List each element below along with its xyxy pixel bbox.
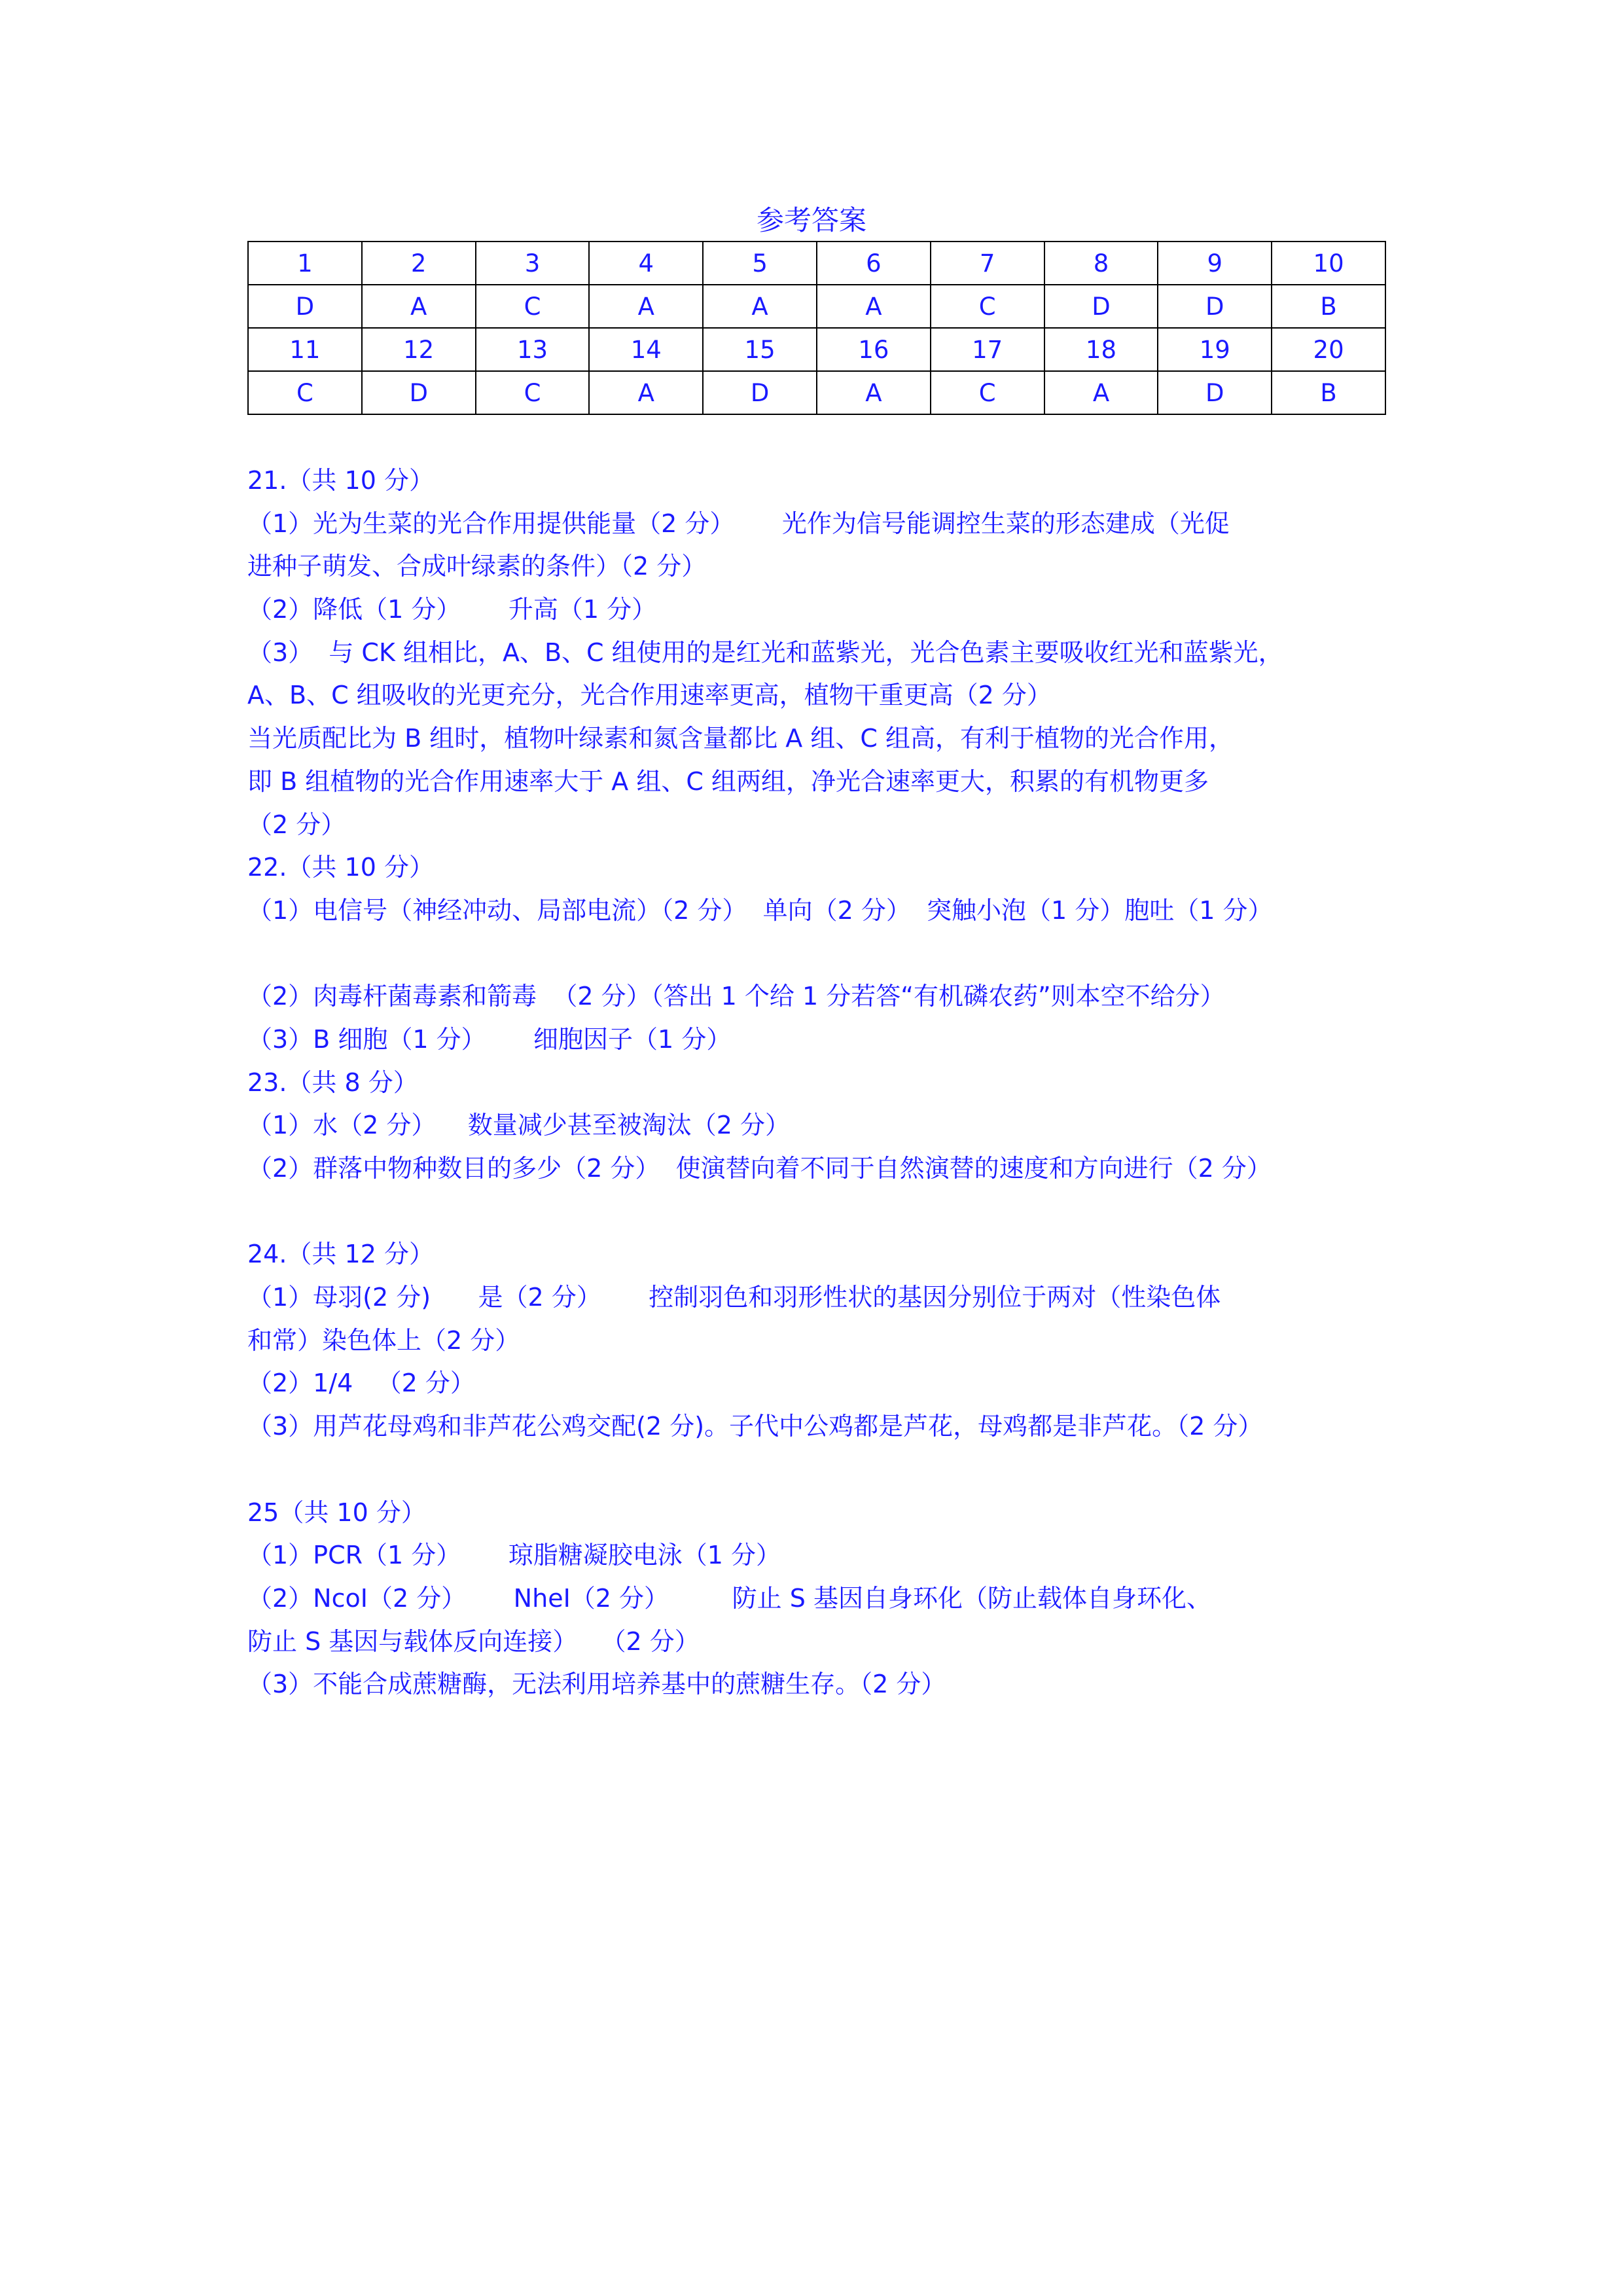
table-cell: 3 [476, 242, 590, 285]
answer-line: （2）1/4 （2 分） [247, 1369, 475, 1398]
table-row [248, 328, 1385, 371]
table-cell: 1 [248, 242, 362, 285]
table-cell: C [248, 371, 362, 414]
answer-line: 25（共 10 分） [247, 1498, 426, 1527]
table-cell: D [703, 371, 817, 414]
answer-line: （2）肉毒杆菌毒素和箭毒 （2 分）（答出 1 个给 1 分若答“有机磷农药”则本空不给分） [247, 982, 1225, 1011]
answer-line: A、B、C 组吸收的光更充分，光合作用速率更高，植物干重更高（2 分） [247, 681, 1052, 710]
answer-line: （2）群落中物种数目的多少（2 分） 使演替向着不同于自然演替的速度和方向进行（2 分） [247, 1154, 1272, 1183]
table-cell: 9 [1158, 242, 1272, 285]
answer-line: （3）不能合成蔗糖酶，无法利用培养基中的蔗糖生存。（2 分） [247, 1670, 946, 1699]
table-cell: D [1158, 371, 1272, 414]
answer-line [247, 1448, 1412, 1492]
table-row [248, 371, 1385, 414]
table-cell: C [476, 371, 590, 414]
answer-line: （2）降低（1 分） 升高（1 分） [247, 595, 657, 624]
answer-line: （2 分） [247, 810, 346, 839]
table-row [248, 285, 1385, 328]
answer-line: （1）母羽(2 分) 是（2 分） 控制羽色和羽形性状的基因分别位于两对（性染色体 [247, 1283, 1221, 1312]
table-cell: 20 [1272, 328, 1385, 371]
table-cell: D [362, 371, 476, 414]
table-cell: 14 [589, 328, 703, 371]
table-cell: 8 [1044, 242, 1158, 285]
table-cell: C [476, 285, 590, 328]
table-cell: A [817, 285, 931, 328]
answer-line: 24.（共 12 分） [247, 1240, 434, 1269]
table-cell: C [931, 285, 1044, 328]
answer-line: （2）NcoⅠ（2 分） NheⅠ（2 分） 防止 S 基因自身环化（防止载体自身环化、 [247, 1583, 1211, 1613]
answer-line: （3）B 细胞（1 分） 细胞因子（1 分） [247, 1024, 732, 1054]
table-cell: C [931, 371, 1044, 414]
answer-line: （1）PCR（1 分） 琼脂糖凝胶电泳（1 分） [247, 1541, 781, 1570]
table-cell: 13 [476, 328, 590, 371]
table-cell: 17 [931, 328, 1044, 371]
answer-line [247, 933, 1412, 976]
answer-line: 进种子萌发、合成叶绿素的条件）（2 分） [247, 552, 707, 581]
answer-line: 即 B 组植物的光合作用速率大于 A 组、C 组两组，净光合速率更大，积累的有机物更多 [247, 766, 1209, 796]
table-cell: 5 [703, 242, 817, 285]
table-cell: D [1158, 285, 1272, 328]
table-cell: 12 [362, 328, 476, 371]
answer-line: 当光质配比为 B 组时，植物叶绿素和氮含量都比 A 组、C 组高，有利于植物的光合作用， [247, 724, 1234, 753]
table-cell: 18 [1044, 328, 1158, 371]
table-cell: 7 [931, 242, 1044, 285]
answer-line: 21.（共 10 分） [247, 466, 434, 495]
answer-line: 23.（共 8 分） [247, 1067, 418, 1097]
answer-text [247, 459, 1412, 1706]
table-cell: 10 [1272, 242, 1385, 285]
answer-line: 和常）染色体上（2 分） [247, 1325, 520, 1355]
answer-line [247, 1191, 1412, 1234]
table-cell: 6 [817, 242, 931, 285]
table-cell: A [703, 285, 817, 328]
answer-table [247, 241, 1386, 415]
table-cell: A [362, 285, 476, 328]
table-cell: 16 [817, 328, 931, 371]
table-cell: 11 [248, 328, 362, 371]
table-cell: D [248, 285, 362, 328]
table-cell: 19 [1158, 328, 1272, 371]
table-cell: D [1044, 285, 1158, 328]
answer-line: （1）光为生菜的光合作用提供能量（2 分） 光作为信号能调控生菜的形态建成（光促 [247, 509, 1230, 538]
table-cell: A [1044, 371, 1158, 414]
answer-line: 22.（共 10 分） [247, 853, 434, 882]
table-cell: B [1272, 285, 1385, 328]
table-cell: 4 [589, 242, 703, 285]
table-cell: 2 [362, 242, 476, 285]
answer-line: 防止 S 基因与载体反向连接） （2 分） [247, 1626, 700, 1656]
table-cell: A [589, 371, 703, 414]
table-cell: A [817, 371, 931, 414]
table-cell: A [589, 285, 703, 328]
answer-line: （1）水（2 分） 数量减少甚至被淘汰（2 分） [247, 1111, 791, 1140]
table-row [248, 242, 1385, 285]
answer-line: （1）电信号（神经冲动、局部电流）（2 分） 单向（2 分） 突触小泡（1 分）胞吐（1 分） [247, 895, 1273, 925]
table-cell: B [1272, 371, 1385, 414]
table-cell: 15 [703, 328, 817, 371]
answer-line: （3） 与 CK 组相比，A、B、C 组使用的是红光和蓝紫光，光合色素主要吸收红光和蓝紫光， [247, 637, 1283, 667]
page-title: 参考答案 [756, 204, 866, 236]
answer-line: （3）用芦花母鸡和非芦花公鸡交配(2 分)。子代中公鸡都是芦花，母鸡都是非芦花。（2 分） [247, 1412, 1263, 1441]
